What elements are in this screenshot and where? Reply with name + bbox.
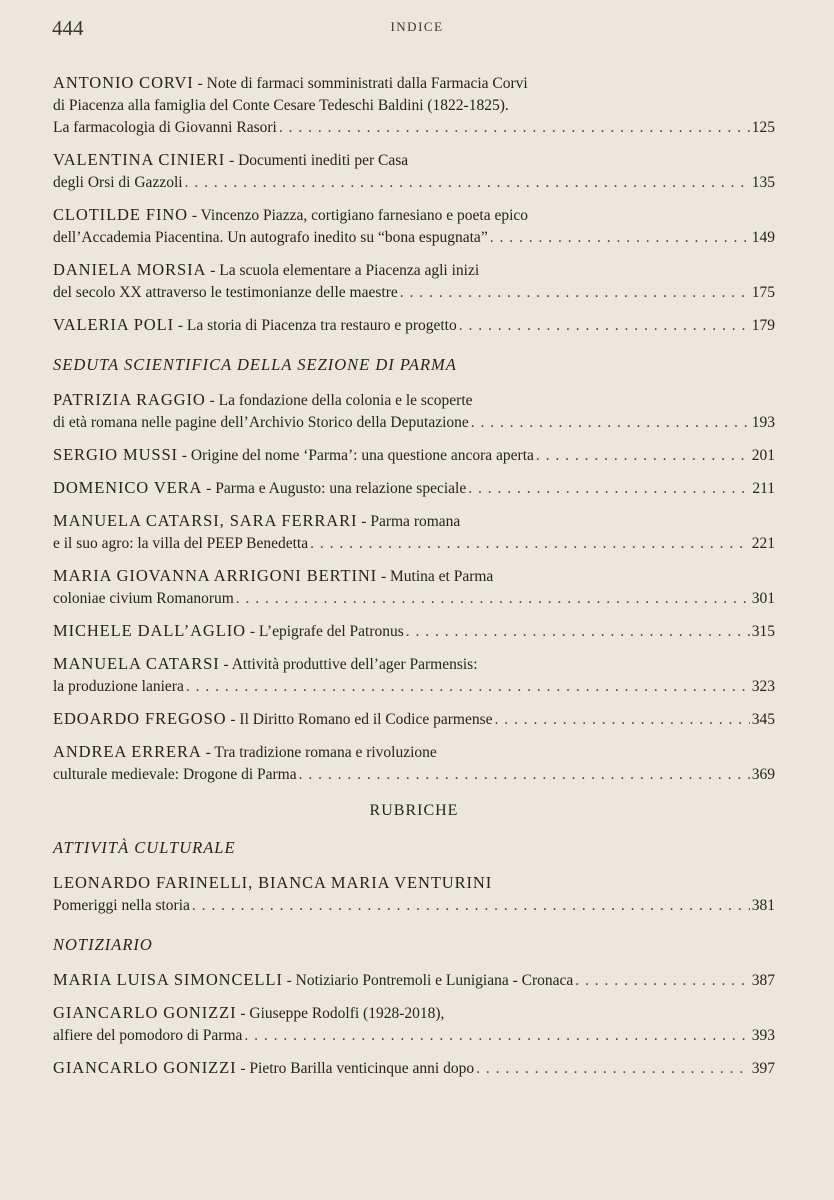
- entry-author: DOMENICO VERA: [53, 478, 203, 497]
- toc-entry: MARIA GIOVANNA ARRIGONI BERTINI - Mutina et Parma coloniae civium Romanorum . . . 301: [53, 565, 775, 610]
- entry-title: Parma romana: [370, 513, 461, 530]
- entry-author: SERGIO MUSSI: [53, 445, 178, 464]
- entry-author: MARIA LUISA SIMONCELLI: [53, 970, 283, 989]
- entry-title: di Piacenza alla famiglia del Conte Cesare Tedeschi Baldini (1822-1825).: [53, 97, 509, 114]
- entry-title: La scuola elementare a Piacenza agli inizi: [219, 262, 480, 279]
- entry-page: 345: [751, 711, 775, 728]
- entry-title: Il Diritto Romano ed il Codice parmense: [239, 711, 493, 728]
- entry-title: Attività produttive dell’ager Parmensis:: [231, 656, 478, 673]
- entry-page: 369: [751, 766, 775, 783]
- toc-entry: VALENTINA CINIERI - Documenti inediti per Casa degli Orsi di Gazzoli . . . 135: [53, 149, 775, 194]
- dot-leader: [536, 445, 750, 467]
- entry-title: la produzione laniera: [53, 678, 184, 695]
- entry-author: DANIELA MORSIA: [53, 260, 207, 279]
- toc-entry: GIANCARLO GONIZZI - Pietro Barilla venticinque anni dopo . . . 397: [53, 1057, 775, 1080]
- entry-page: 211: [752, 480, 775, 497]
- entry-author: VALENTINA CINIERI: [53, 150, 226, 169]
- toc-entry: ANDREA ERRERA - Tra tradizione romana e rivoluzione culturale medievale: Drogone di Parma . . . 369: [53, 741, 775, 786]
- dot-leader: [299, 764, 750, 786]
- entry-page: 397: [751, 1060, 775, 1077]
- dot-leader: [244, 1025, 749, 1047]
- dot-leader: [279, 117, 750, 139]
- entry-page: 125: [751, 119, 775, 136]
- entry-page: 381: [751, 897, 775, 914]
- entry-author: MANUELA CATARSI, SARA FERRARI: [53, 511, 358, 530]
- entry-title: culturale medievale: Drogone di Parma: [53, 766, 297, 783]
- entry-title: di età romana nelle pagine dell’Archivio Storico della Deputazione: [53, 414, 469, 431]
- dot-leader: [406, 621, 750, 643]
- entry-page: 179: [751, 317, 775, 334]
- dot-leader: [236, 588, 750, 610]
- dot-leader: [185, 172, 750, 194]
- entry-page: 301: [751, 590, 775, 607]
- entry-title: Tra tradizione romana e rivoluzione: [214, 744, 437, 761]
- entry-title: Mutina et Parma: [390, 568, 494, 585]
- entry-page: 193: [751, 414, 775, 431]
- entry-title: Giuseppe Rodolfi (1928-2018),: [249, 1005, 445, 1022]
- entry-page: 149: [751, 229, 775, 246]
- entry-author: GIANCARLO GONIZZI: [53, 1058, 237, 1077]
- entry-author: CLOTILDE FINO: [53, 205, 188, 224]
- entry-title: Pomeriggi nella storia: [53, 897, 190, 914]
- entry-title: Notiziario Pontremoli e Lunigiana - Cronaca: [295, 972, 574, 989]
- section-title: ATTIVITÀ CULTURALE: [53, 838, 236, 857]
- toc-entry: [53, 872, 775, 917]
- entry-title: alfiere del pomodoro di Parma: [53, 1027, 243, 1044]
- dot-leader: [400, 282, 750, 304]
- entry-title: del secolo XX attraverso le testimonianze delle maestre: [53, 284, 398, 301]
- entry-author: LEONARDO FARINELLI, BIANCA MARIA VENTURINI: [53, 873, 493, 892]
- toc-entry: PATRIZIA RAGGIO - La fondazione della colonia e le scoperte di età romana nelle pagine dell’Archivio Storico della Deputazione . . . 193: [53, 389, 775, 434]
- entry-author: VALERIA POLI: [53, 315, 174, 334]
- dot-leader: [468, 478, 750, 500]
- dot-leader: [186, 676, 750, 698]
- entry-title: degli Orsi di Gazzoli: [53, 174, 183, 191]
- entry-author: GIANCARLO GONIZZI: [53, 1003, 237, 1022]
- entry-title: Origine del nome ‘Parma’: una questione ancora aperta: [190, 447, 534, 464]
- entry-author: MARIA GIOVANNA ARRIGONI BERTINI: [53, 566, 378, 585]
- running-head: INDICE: [390, 19, 444, 34]
- section-title: NOTIZIARIO: [53, 935, 153, 954]
- toc-entry: MARIA LUISA SIMONCELLI - Notiziario Pontremoli e Lunigiana - Cronaca . . . 387: [53, 969, 775, 992]
- toc-entry: SERGIO MUSSI - Origine del nome ‘Parma’: una questione ancora aperta . . . 201: [53, 444, 775, 467]
- dot-leader: [490, 227, 750, 249]
- dot-leader: [495, 709, 750, 731]
- entry-author: EDOARDO FREGOSO: [53, 709, 227, 728]
- entry-page: 323: [751, 678, 775, 695]
- dot-leader: [310, 533, 750, 555]
- entry-title: L’epigrafe del Patronus: [258, 623, 404, 640]
- entry-author: ANTONIO CORVI: [53, 73, 194, 92]
- entry-author: MANUELA CATARSI: [53, 654, 220, 673]
- entry-page: 387: [751, 972, 775, 989]
- toc-entry: GIANCARLO GONIZZI - Giuseppe Rodolfi (1928-2018), alfiere del pomodoro di Parma . . . 393: [53, 1002, 775, 1047]
- dot-leader: [192, 895, 750, 917]
- page-number: 444: [52, 16, 84, 40]
- entry-title: La farmacologia di Giovanni Rasori: [53, 119, 277, 136]
- toc-entry: EDOARDO FREGOSO - Il Diritto Romano ed il Codice parmense . . . 345: [53, 708, 775, 731]
- toc-entry: MANUELA CATARSI - Attività produttive dell’ager Parmensis: la produzione laniera . . . 323: [53, 653, 775, 698]
- entry-title: Note di farmaci somministrati dalla Farmacia Corvi: [206, 75, 528, 92]
- entry-page: 315: [751, 623, 775, 640]
- entry-page: 201: [751, 447, 775, 464]
- toc-entry: ANTONIO CORVI - Note di farmaci somministrati dalla Farmacia Corvi di Piacenza alla famiglia del Conte Cesare Tedeschi Baldini (1822-1825). La farmacologia di Giovanni Rasori . . . 125: [53, 72, 775, 139]
- entry-author: MICHELE DALL’AGLIO: [53, 621, 246, 640]
- entry-title: Vincenzo Piazza, cortigiano farnesiano e poeta epico: [200, 207, 529, 224]
- entry-title: e il suo agro: la villa del PEEP Benedetta: [53, 535, 309, 552]
- entry-title: coloniae civium Romanorum: [53, 590, 234, 607]
- dot-leader: [459, 315, 750, 337]
- entry-page: 393: [751, 1027, 775, 1044]
- toc-entry: VALERIA POLI - La storia di Piacenza tra restauro e progetto . . . 179: [53, 314, 775, 337]
- dot-leader: [471, 412, 750, 434]
- entry-author: PATRIZIA RAGGIO: [53, 390, 206, 409]
- entry-title: La storia di Piacenza tra restauro e progetto: [186, 317, 457, 334]
- entry-page: 135: [751, 174, 775, 191]
- toc-entry: MICHELE DALL’AGLIO - L’epigrafe del Patronus . . . 315: [53, 620, 775, 643]
- toc-entry: CLOTILDE FINO - Vincenzo Piazza, cortigiano farnesiano e poeta epico dell’Accademia Piacentina. Un autografo inedito su “bona espugnata” . . . 149: [53, 204, 775, 249]
- section-title: SEDUTA SCIENTIFICA DELLA SEZIONE DI PARMA: [53, 355, 457, 374]
- entry-title: La fondazione della colonia e le scoperte: [218, 392, 473, 409]
- entry-title: dell’Accademia Piacentina. Un autografo inedito su “bona espugnata”: [53, 229, 488, 246]
- entry-page: 175: [751, 284, 775, 301]
- table-of-contents: [53, 72, 775, 1090]
- dot-leader: [575, 970, 749, 992]
- dot-leader: [476, 1058, 750, 1080]
- rubriche-heading: RUBRICHE: [369, 802, 459, 819]
- toc-entry: DOMENICO VERA - Parma e Augusto: una relazione speciale . . . 211: [53, 477, 775, 500]
- entry-title: Documenti inediti per Casa: [238, 152, 409, 169]
- toc-entry: DANIELA MORSIA - La scuola elementare a Piacenza agli inizi del secolo XX attraverso le testimonianze delle maestre . . . 175: [53, 259, 775, 304]
- entry-author: ANDREA ERRERA: [53, 742, 202, 761]
- entry-title: Pietro Barilla venticinque anni dopo: [249, 1060, 475, 1077]
- entry-page: 221: [751, 535, 775, 552]
- toc-entry: MANUELA CATARSI, SARA FERRARI - Parma romana e il suo agro: la villa del PEEP Benedetta . . . 221: [53, 510, 775, 555]
- entry-title: Parma e Augusto: una relazione speciale: [215, 480, 467, 497]
